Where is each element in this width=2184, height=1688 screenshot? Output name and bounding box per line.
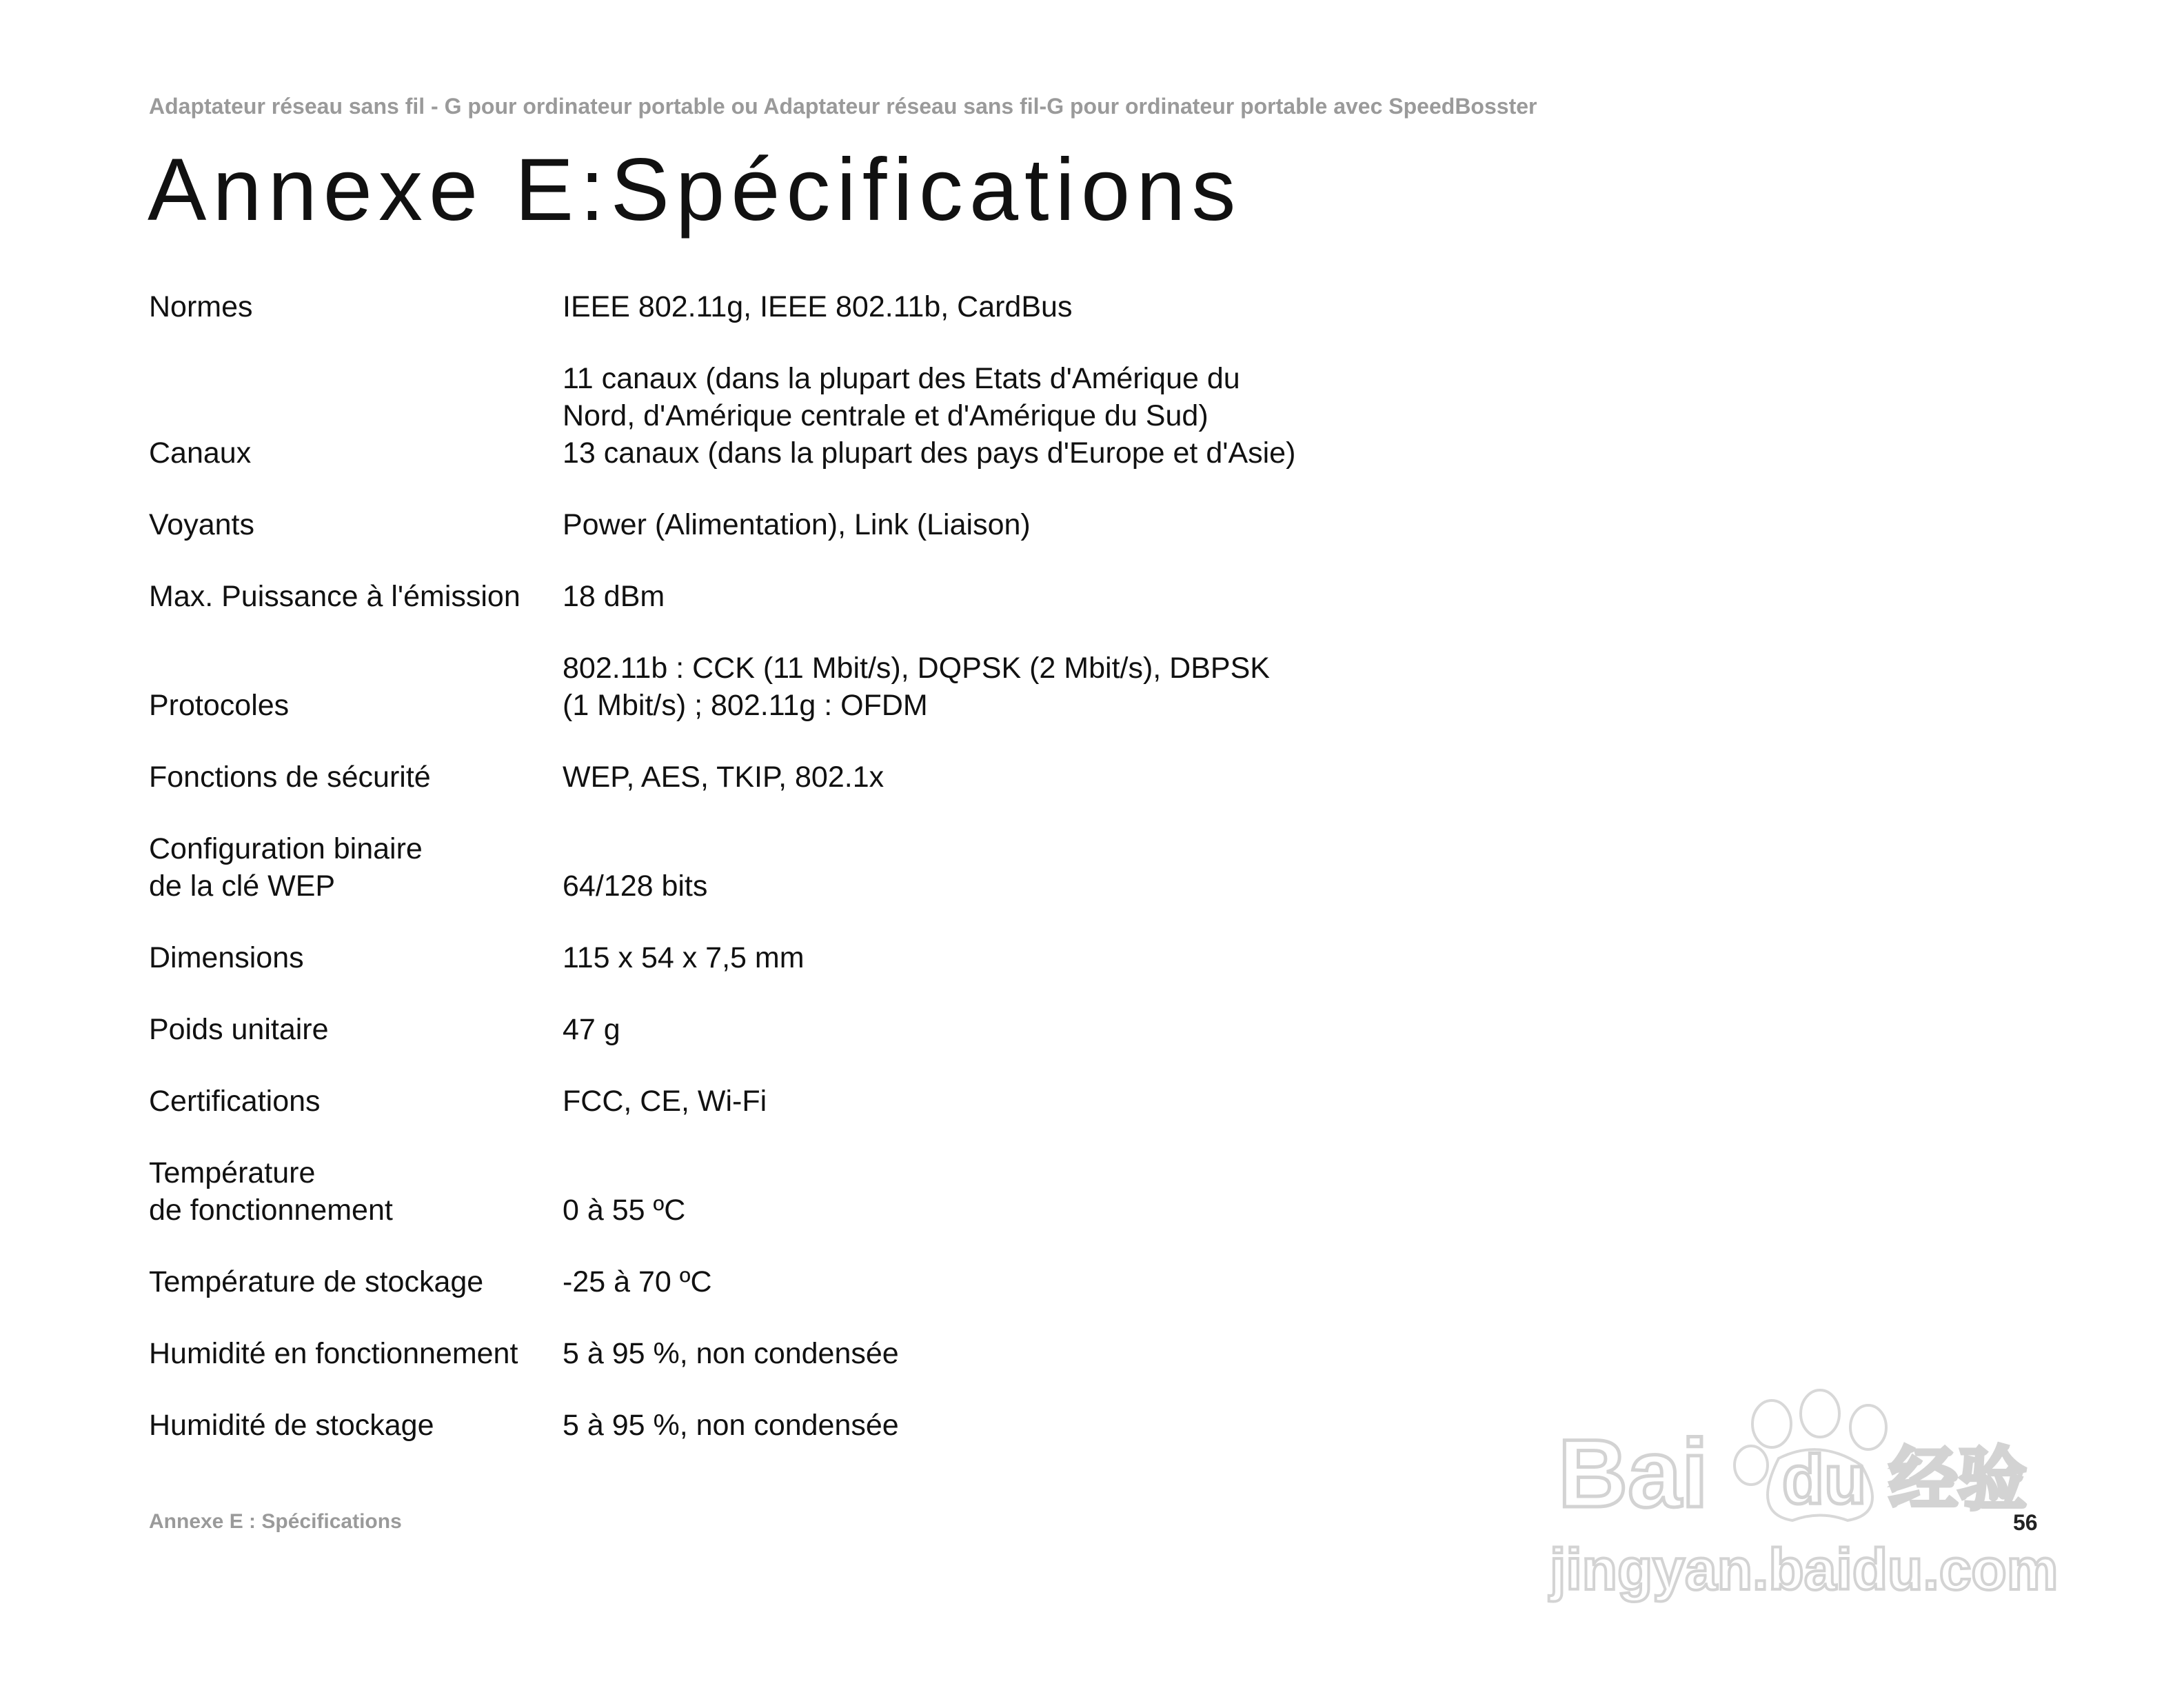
spec-row	[149, 1011, 1528, 1048]
spec-value-line: 11 canaux (dans la plupart des Etats d'Amérique du	[563, 362, 1240, 395]
spec-row	[149, 650, 1528, 724]
footer-section-title: Annexe E : Spécifications	[149, 1510, 402, 1533]
spec-label	[149, 687, 563, 724]
spec-value-line: -25 à 70 ºC	[563, 1265, 712, 1298]
spec-row	[149, 1335, 1528, 1372]
spec-label-line: Normes	[149, 290, 253, 323]
spec-row	[149, 758, 1528, 796]
spec-value-line: FCC, CE, Wi-Fi	[563, 1085, 767, 1118]
spec-row	[149, 1407, 1528, 1444]
spec-label-line: Humidité en fonctionnement	[149, 1337, 518, 1370]
spec-value-line: Power (Alimentation), Link (Liaison)	[563, 508, 1031, 541]
spec-row	[149, 830, 1528, 905]
spec-label-line: de fonctionnement	[149, 1194, 393, 1227]
watermark-jingyan-chinese: 经验	[1889, 1439, 2027, 1520]
spec-row	[149, 360, 1528, 472]
spec-label	[149, 830, 563, 905]
spec-value-line: WEP, AES, TKIP, 802.1x	[563, 761, 884, 794]
spec-label-line: Certifications	[149, 1085, 321, 1118]
spec-value-line: Nord, d'Amérique centrale et d'Amérique du Sud)	[563, 399, 1209, 432]
spec-value	[563, 1083, 1528, 1120]
spec-label	[149, 578, 563, 615]
spec-row	[149, 1083, 1528, 1120]
spec-label	[149, 1083, 563, 1120]
spec-row	[149, 506, 1528, 543]
specifications-table	[149, 288, 1528, 1478]
spec-label-line: Fonctions de sécurité	[149, 761, 431, 794]
spec-value	[563, 1335, 1528, 1372]
spec-value-line: 5 à 95 %, non condensée	[563, 1409, 899, 1442]
spec-label	[149, 1263, 563, 1300]
spec-label-line: Max. Puissance à l'émission	[149, 580, 520, 613]
watermark-brand: Bai	[1558, 1419, 1708, 1527]
spec-value-line: 13 canaux (dans la plupart des pays d'Europe et d'Asie)	[563, 436, 1296, 470]
spec-row	[149, 1263, 1528, 1300]
spec-label-line: Température	[149, 1156, 316, 1189]
spec-value	[563, 1192, 1528, 1229]
spec-label	[149, 939, 563, 976]
spec-label	[149, 434, 563, 472]
spec-value-line: IEEE 802.11g, IEEE 802.11b, CardBus	[563, 290, 1073, 323]
spec-value	[563, 1407, 1528, 1444]
spec-value	[563, 867, 1528, 905]
spec-value-line: 0 à 55 ºC	[563, 1194, 686, 1227]
page-title: Annexe E:Spécifications	[148, 141, 1242, 239]
spec-row	[149, 1154, 1528, 1229]
spec-label-line: Configuration binaire	[149, 832, 423, 865]
spec-label-line: Dimensions	[149, 941, 304, 974]
spec-label	[149, 1335, 563, 1372]
spec-value	[563, 1263, 1528, 1300]
spec-value-line: 64/128 bits	[563, 870, 708, 903]
spec-value	[563, 1011, 1528, 1048]
spec-value-line: 47 g	[563, 1013, 620, 1046]
spec-label	[149, 758, 563, 796]
spec-value-line: 18 dBm	[563, 580, 665, 613]
spec-label	[149, 1407, 563, 1444]
spec-value	[563, 758, 1528, 796]
spec-label-line: Protocoles	[149, 689, 290, 722]
running-header: Adaptateur réseau sans fil - G pour ordinateur portable ou Adaptateur réseau sans fil-G pour ordinateur portable avec SpeedBosster	[149, 94, 1537, 119]
spec-label-line: de la clé WEP	[149, 870, 336, 903]
spec-label-line: Poids unitaire	[149, 1013, 329, 1046]
spec-value-line: (1 Mbit/s) ; 802.11g : OFDM	[563, 689, 928, 722]
page-number: 56	[2013, 1510, 2038, 1535]
spec-value	[563, 939, 1528, 976]
spec-row	[149, 288, 1528, 325]
spec-label-line: Humidité de stockage	[149, 1409, 434, 1442]
watermark-url: jingyan.baidu.com	[1550, 1537, 2059, 1602]
watermark-du: du	[1782, 1441, 1867, 1518]
spec-value	[563, 578, 1528, 615]
spec-value-line: 5 à 95 %, non condensée	[563, 1337, 899, 1370]
baidu-jingyan-watermark	[1544, 1376, 2068, 1624]
spec-value-line: 802.11b : CCK (11 Mbit/s), DQPSK (2 Mbit/s), DBPSK	[563, 652, 1270, 685]
spec-label-line: Température de stockage	[149, 1265, 484, 1298]
spec-label	[149, 1154, 563, 1229]
spec-label-line: Canaux	[149, 436, 252, 470]
spec-row	[149, 578, 1528, 615]
spec-value	[563, 288, 1528, 325]
spec-label	[149, 1011, 563, 1048]
spec-value	[563, 650, 1528, 724]
spec-value	[563, 360, 1528, 472]
spec-label	[149, 288, 563, 325]
spec-row	[149, 939, 1528, 976]
spec-label	[149, 506, 563, 543]
spec-value	[563, 506, 1528, 543]
spec-label-line: Voyants	[149, 508, 254, 541]
spec-value-line: 115 x 54 x 7,5 mm	[563, 941, 805, 974]
